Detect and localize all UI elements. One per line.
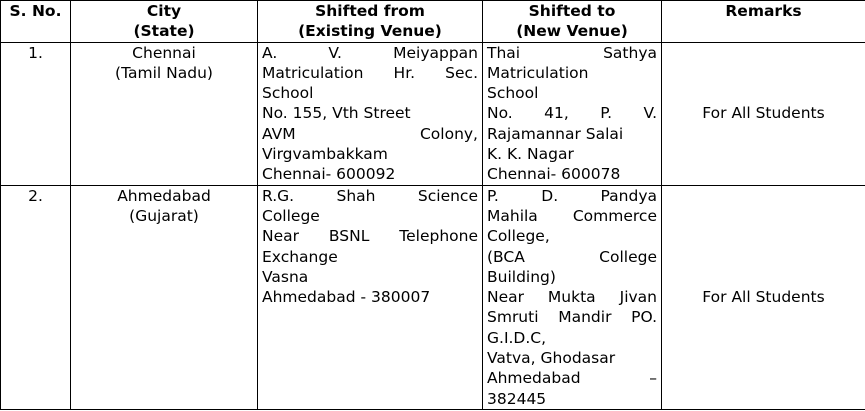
header-city: City (State) (71, 1, 258, 43)
cell-remarks: For All Students (662, 42, 865, 185)
table-row (1, 185, 865, 409)
header-row (1, 1, 865, 43)
state-name: (Gujarat) (129, 206, 199, 225)
header-shifted-from: Shifted from (Existing Venue) (258, 1, 483, 43)
cell-city (71, 42, 258, 185)
cell-shifted-from: R.G. Shah Science College Near BSNL Telephone Exchange Vasna Ahmedabad - 380007 (258, 185, 483, 409)
cell-sno: 2. (1, 185, 71, 409)
state-name: (Tamil Nadu) (115, 63, 213, 82)
city-name: Chennai (132, 43, 196, 62)
cell-shifted-to: Thai Sathya Matriculation School No. 41, P. V. Rajamannar Salai K. K. Nagar Chennai- 600078 (483, 42, 662, 185)
table-row (1, 42, 865, 185)
header-remarks: Remarks (662, 1, 865, 43)
city-name: Ahmedabad (117, 186, 211, 205)
header-sno: S. No. (1, 1, 71, 43)
cell-shifted-to: P. D. Pandya Mahila Commerce College, (BCA College Building) Near Mukta Jivan Smruti Mandir PO. G.I.D.C, Vatva, Ghodasar Ahmedabad – 382445 (483, 185, 662, 409)
header-shifted-to: Shifted to (New Venue) (483, 1, 662, 43)
cell-sno: 1. (1, 42, 71, 185)
cell-shifted-from: A. V. Meiyappan Matriculation Hr. Sec. School No. 155, Vth Street AVM Colony, Virgvambakkam Chennai- 600092 (258, 42, 483, 185)
cell-remarks: For All Students (662, 185, 865, 409)
cell-city (71, 185, 258, 409)
